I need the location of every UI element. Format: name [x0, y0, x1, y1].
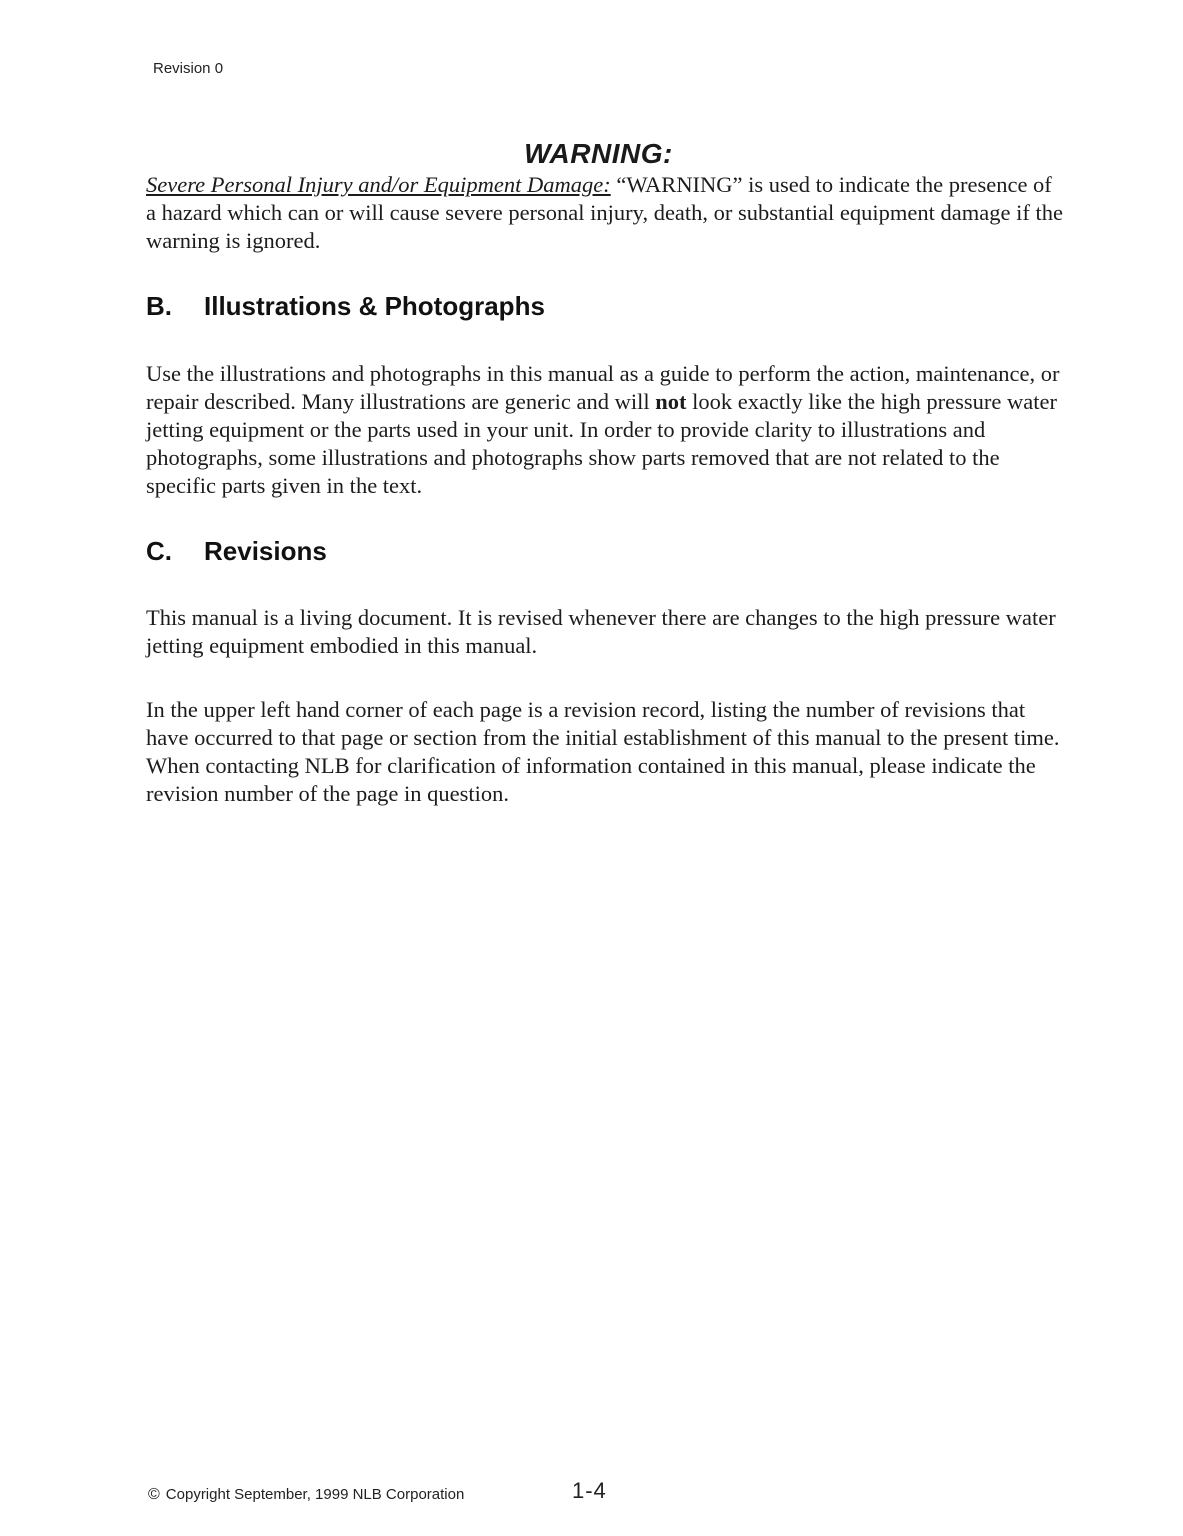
illustrations-text-part1: Use the illustrations and photographs in this manual as a guide to perform the action, maintenance, or repair described. Many illustrations are generic and will — [146, 361, 1060, 414]
copyright-text: Copyright September, 1999 NLB Corporation — [165, 1486, 465, 1503]
revisions-paragraph-2: In the upper left hand corner of each page is a revision record, listing the number of revisions that have occurred to that page or section from the initial establishment of this manual to the present time. When contacting NLB for clarification of information contained in this manual, please indicate the revision number of the page in question. — [146, 697, 1060, 806]
warning-paragraph — [146, 171, 1066, 255]
revisions-paragraph-1: This manual is a living document. It is revised whenever there are changes to the high pressure water jetting equipment embodied in this manual. — [146, 605, 1056, 658]
section-heading-illustrations — [146, 291, 545, 322]
copyright-icon: © — [148, 1486, 160, 1503]
page-number: 1-4 — [572, 1478, 607, 1503]
section-letter: C. — [146, 536, 172, 566]
illustrations-paragraph — [146, 360, 1066, 500]
warning-text: “WARNING” is used to indicate the presence of a hazard which can or will cause severe personal injury, death, or substantial equipment damage if the warning is ignored. — [146, 172, 1063, 253]
revision-label: Revision 0 — [153, 60, 224, 77]
section-letter: B. — [146, 291, 172, 321]
illustrations-text-bold: not — [655, 389, 687, 414]
footer-copyright — [148, 1486, 464, 1504]
warning-lead: Severe Personal Injury and/or Equipment Damage: — [146, 172, 611, 197]
illustrations-text-part2: look exactly like the high pressure water jetting equipment or the parts used in your unit. In order to provide clarity to illustrations and photographs, some illustrations and photographs show parts removed that are not related to the specific parts given in the text. — [146, 389, 1057, 498]
section-title: Revisions — [204, 536, 327, 566]
section-title: Illustrations & Photographs — [204, 291, 545, 321]
section-heading-revisions — [146, 536, 327, 567]
warning-title: WARNING: — [524, 138, 673, 169]
